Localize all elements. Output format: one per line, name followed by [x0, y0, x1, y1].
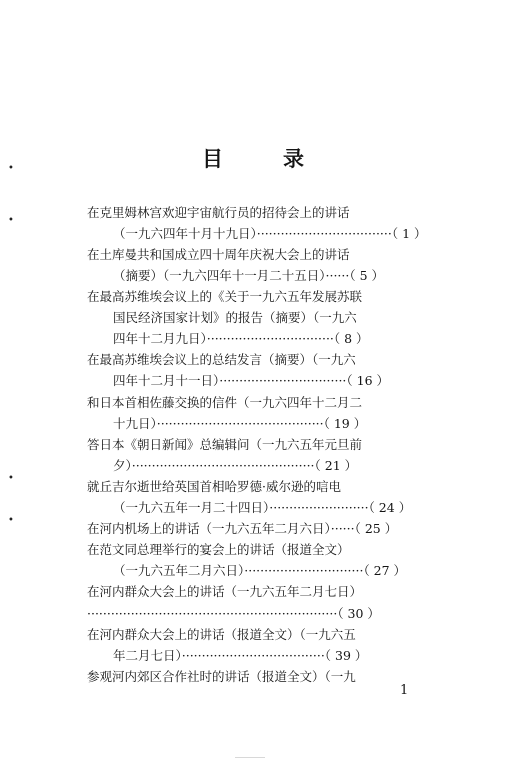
scan-mark: • — [8, 215, 14, 226]
toc-line-3: 在土库曼共和国成立四十周年庆祝大会上的讲话 — [87, 247, 350, 262]
toc-line-17: 在范文同总理举行的宴会上的讲话（报道全文） — [87, 542, 350, 557]
toc-line-12: 答日本《朝日新闻》总编辑问（一九六五年元旦前 — [87, 437, 363, 452]
toc-line-18: （一九六五年二月六日）······························（ 27 ） — [113, 563, 407, 578]
toc-line-15: （一九六五年一月二十四日）·························（ 24 ） — [113, 500, 412, 515]
toc-line-19: 在河内群众大会上的讲话（一九六五年二月七日） — [87, 584, 363, 599]
toc-line-16: 在河内机场上的讲话（一九六五年二月六日）······（ 25 ） — [87, 521, 398, 536]
scan-mark: • — [8, 515, 14, 526]
toc-line-21: 在河内群众大会上的讲话（报道全文）（一九六五 — [87, 627, 356, 642]
toc-line-22: 年二月七日）····································（ 39 ） — [113, 648, 368, 663]
toc-line-6: 国民经济国家计划》的报告（摘要）（一九六 — [113, 310, 357, 325]
title-char-1: 目 — [202, 146, 223, 171]
page-number: 1 — [400, 683, 409, 698]
title-char-2: 录 — [283, 146, 304, 171]
toc-line-10: 和日本首相佐藤交换的信件（一九六四年十二月二 — [87, 395, 363, 410]
scan-smudge — [235, 757, 265, 758]
toc-line-1: 在克里姆林宫欢迎宇宙航行员的招待会上的讲话 — [87, 205, 350, 220]
toc-line-2: （一九六四年十月十九日）··································（ 1 ） — [113, 226, 427, 241]
toc-line-9: 四年十二月十一日）································（ 16 ） — [113, 373, 390, 388]
toc-line-4: （摘要）（一九六四年十一月二十五日）······（ 5 ） — [113, 268, 384, 283]
toc-line-23: 参观河内郊区合作社时的讲话（报道全文）（一九 — [87, 669, 356, 684]
toc-line-7: 四年十二月九日）································（ 8 ） — [113, 331, 369, 346]
toc-line-11: 十九日）··········································（ 19 ） — [113, 416, 367, 431]
page-title — [0, 143, 506, 173]
toc-line-5: 在最高苏维埃会议上的《关于一九六五年发展苏联 — [87, 289, 363, 304]
toc-line-13: 夕）··············································（ 21 ） — [113, 458, 358, 473]
scan-mark: • — [8, 473, 14, 484]
toc-line-20: ·······························································（ 30 ） — [87, 606, 380, 621]
toc-line-14: 就丘吉尔逝世给英国首相哈罗德·威尔逊的唁电 — [87, 479, 341, 494]
toc-line-8: 在最高苏维埃会议上的总结发言（摘要）（一九六 — [87, 352, 356, 367]
scan-mark: • — [8, 163, 14, 174]
